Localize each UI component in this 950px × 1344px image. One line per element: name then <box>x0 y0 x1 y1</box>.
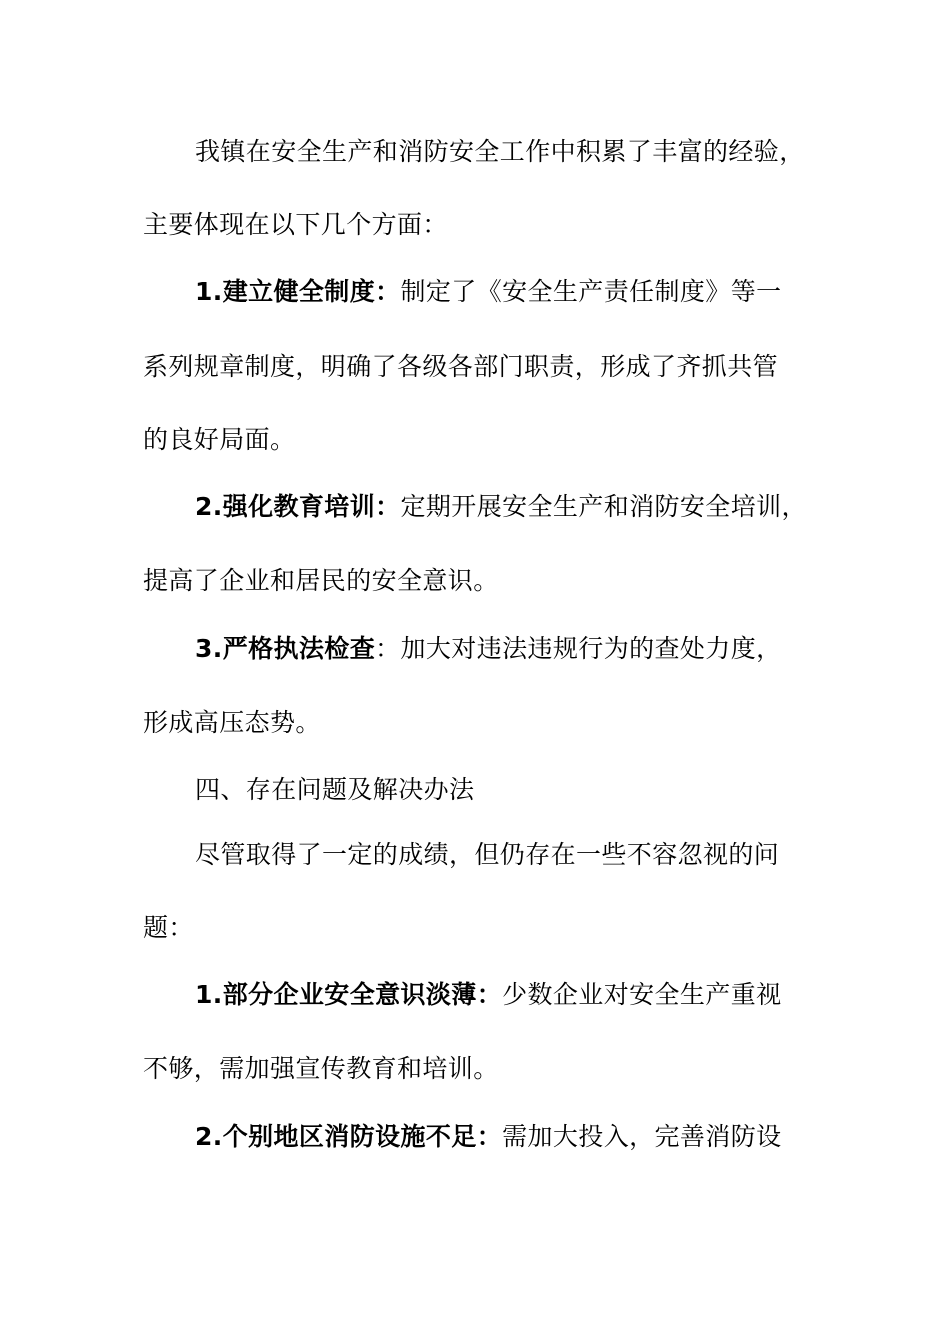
paragraph-problem-1-line-1 <box>195 978 845 1012</box>
paragraph-intro-line-1 <box>195 135 845 169</box>
paragraph-text: 定期开展安全生产和消防安全培训， <box>400 492 807 521</box>
paragraph-text: 形成高压态势。 <box>143 708 321 737</box>
paragraph-problems-line-1 <box>195 838 845 872</box>
item-heading: 3.严格执法检查 <box>195 634 376 663</box>
paragraph-text: 不够，需加强宣传教育和培训。 <box>143 1054 499 1083</box>
paragraph-item-3-line-2 <box>143 706 843 740</box>
paragraph-item-2-line-1 <box>195 490 845 524</box>
paragraph-item-3-line-1 <box>195 632 845 666</box>
item-heading: 2.强化教育培训： <box>195 492 401 521</box>
paragraph-text: ：加大对违法违规行为的查处力度， <box>375 634 782 663</box>
paragraph-item-1-line-1 <box>195 275 845 309</box>
paragraph-text: 题： <box>143 913 194 942</box>
paragraph-item-2-line-2 <box>143 564 843 598</box>
paragraph-text: 的良好局面。 <box>143 425 296 454</box>
paragraph-text: 提高了企业和居民的安全意识。 <box>143 566 499 595</box>
item-heading: 1.部分企业安全意识淡薄： <box>195 980 503 1009</box>
paragraph-item-1-line-3 <box>143 423 843 457</box>
paragraph-text: 需加大投入，完善消防设 <box>502 1122 782 1151</box>
paragraph-problem-2-line-1 <box>195 1120 845 1154</box>
section-heading <box>195 773 845 807</box>
item-heading: 1.建立健全制度： <box>195 277 401 306</box>
paragraph-text: 主要体现在以下几个方面： <box>143 210 448 239</box>
paragraph-text: 我镇在安全生产和消防安全工作中积累了丰富的经验， <box>195 137 805 166</box>
paragraph-text: 制定了《安全生产责任制度》等一 <box>400 277 782 306</box>
paragraph-problem-1-line-2 <box>143 1052 843 1086</box>
paragraph-text: 系列规章制度，明确了各级各部门职责，形成了齐抓共管 <box>143 352 779 381</box>
paragraph-text: 尽管取得了一定的成绩，但仍存在一些不容忽视的问 <box>195 840 780 869</box>
paragraph-item-1-line-2 <box>143 350 843 384</box>
paragraph-intro-line-2 <box>143 208 843 242</box>
paragraph-text: 少数企业对安全生产重视 <box>502 980 782 1009</box>
item-heading: 2.个别地区消防设施不足： <box>195 1122 503 1151</box>
paragraph-problems-line-2 <box>143 911 843 945</box>
section-heading-text: 四、存在问题及解决办法 <box>195 775 475 804</box>
